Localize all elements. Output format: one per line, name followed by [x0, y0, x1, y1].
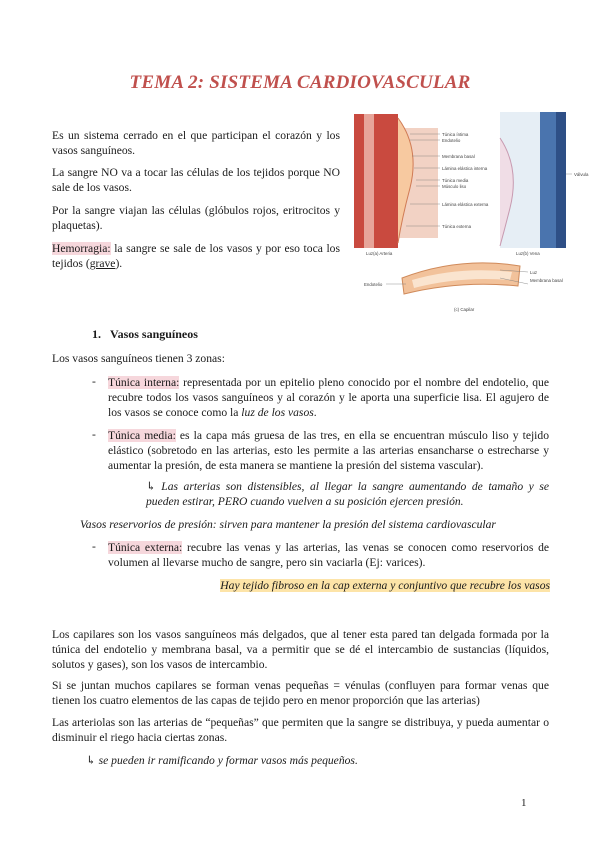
svg-text:Válvula: Válvula	[574, 172, 589, 177]
svg-text:Membrana basal: Membrana basal	[442, 154, 475, 159]
svg-text:Endotelio: Endotelio	[442, 138, 461, 143]
tunica-intima-term: Túnica interna:	[108, 376, 180, 389]
svg-text:(c) Capilar: (c) Capilar	[454, 307, 475, 312]
vessel-illustration	[350, 108, 594, 316]
tunica-media-item: Túnica media: es la capa más gruesa de las tres, en ella se encuentran músculo liso y tejido elástico (sobretodo en las arterias, esto les permite a las arterias ensancharse o estrecharse y aumentar la presión, de esta manera se mantiene la presión del sistema vascular).	[108, 429, 550, 472]
svg-text:Luz(a) Arteria: Luz(a) Arteria	[366, 251, 393, 256]
tunica-externa-item: Túnica externa: recubre las venas y las arterias, las venas se conocen como reservorios de volumen al llevarse mucho de sangre, pero sin vaciarla (Ej: varices).	[108, 541, 550, 569]
venules-paragraph: Si se juntan muchos capilares se forman venas pequeñas = vénulas (confluyen para formar venas que tienen los cuatro elementos de las capas de tejido pero en menor proporción que las arterias)	[52, 679, 549, 707]
intro-paragraph-3: Por la sangre viajan las células (glóbulos rojos, eritrocitos y plaquetas).	[52, 204, 340, 232]
page-number: 1	[521, 797, 527, 809]
svg-text:Músculo liso: Músculo liso	[442, 184, 467, 189]
hemorrhage-text: la sangre se sale de los vasos y por eso toca los tejidos (	[52, 242, 340, 270]
intro-paragraph-2: La sangre NO va a tocar las células de los tejidos porque NO sale de los vasos.	[52, 166, 340, 194]
svg-text:Túnica íntima: Túnica íntima	[442, 132, 469, 137]
blood-vessel-figure	[350, 108, 594, 316]
hemorrhage-term: Hemorragia:	[52, 242, 111, 255]
svg-text:Lámina elástica interna: Lámina elástica interna	[442, 166, 488, 171]
fibroso-note: Hay tejido fibroso en la cap externa y conjuntivo que recubre los vasos	[220, 579, 550, 592]
grave-word: grave	[89, 257, 116, 270]
bullet-dash: -	[92, 375, 96, 388]
tunica-media-term: Túnica media:	[108, 429, 176, 442]
capillaries-paragraph: Los capilares son los vasos sanguíneos más delgados, que al tener esta pared tan delgada formada por la túnica del endotelio y membrana basal, va a permitir que se dé el intercambio de sustancias (líquidos, solutos y gases), son los vasos de intercambio.	[52, 628, 549, 671]
tunica-externa-term: Túnica externa:	[108, 541, 183, 554]
reservoirs-note: Vasos reservorios de presión: sirven para mantener la presión del sistema cardiovascular	[80, 518, 496, 531]
artery-wall	[354, 114, 398, 248]
intro-paragraph-1: Es un sistema cerrado en el que participan el corazón y los vasos sanguíneos.	[52, 129, 340, 157]
bullet-dash: -	[92, 540, 96, 553]
arteries-note: ↳ Las arterias son distensibles, al llegar la sangre aumentando de tamaño y se pueden estirar, PERO cuando vuelven a su posición ejercen presión.	[146, 480, 549, 508]
svg-text:Luz(b) Vena: Luz(b) Vena	[516, 251, 540, 256]
svg-text:Endotelio: Endotelio	[364, 282, 383, 287]
arterioles-paragraph: Las arteriolas son las arterias de “pequeñas” que permiten que la sangre se distribuya, y pueda aumentar o disminuir el riego hacia ciertas zonas.	[52, 716, 549, 744]
luz-term: luz de los vasos	[241, 406, 314, 419]
section-number: 1.	[92, 327, 101, 341]
svg-text:Luz: Luz	[530, 270, 538, 275]
branching-note: ↳ se pueden ir ramificando y formar vasos más pequeños.	[86, 754, 358, 767]
section-intro: Los vasos sanguíneos tienen 3 zonas:	[52, 352, 225, 365]
svg-text:Lámina elástica externa: Lámina elástica externa	[442, 202, 489, 207]
svg-text:Túnica externa: Túnica externa	[442, 224, 472, 229]
hemorrhage-paragraph: Hemorragia: la sangre se sale de los vasos y por eso toca los tejidos (grave).	[52, 242, 340, 270]
tunica-intima-item: Túnica interna: representada por un epitelio pleno conocido por el nombre del endotelio, que recubre todos los vasos sanguíneos y al corazón y le aporta una superficie lisa. El agujero de los vasos se conoce como la luz de los vasos.	[108, 376, 549, 419]
svg-text:Membrana basal: Membrana basal	[530, 278, 563, 283]
svg-text:Túnica media: Túnica media	[442, 178, 469, 183]
page-title: TEMA 2: SISTEMA CARDIOVASCULAR	[129, 72, 471, 93]
bullet-dash: -	[92, 428, 96, 441]
section-heading: Vasos sanguíneos	[110, 327, 198, 341]
